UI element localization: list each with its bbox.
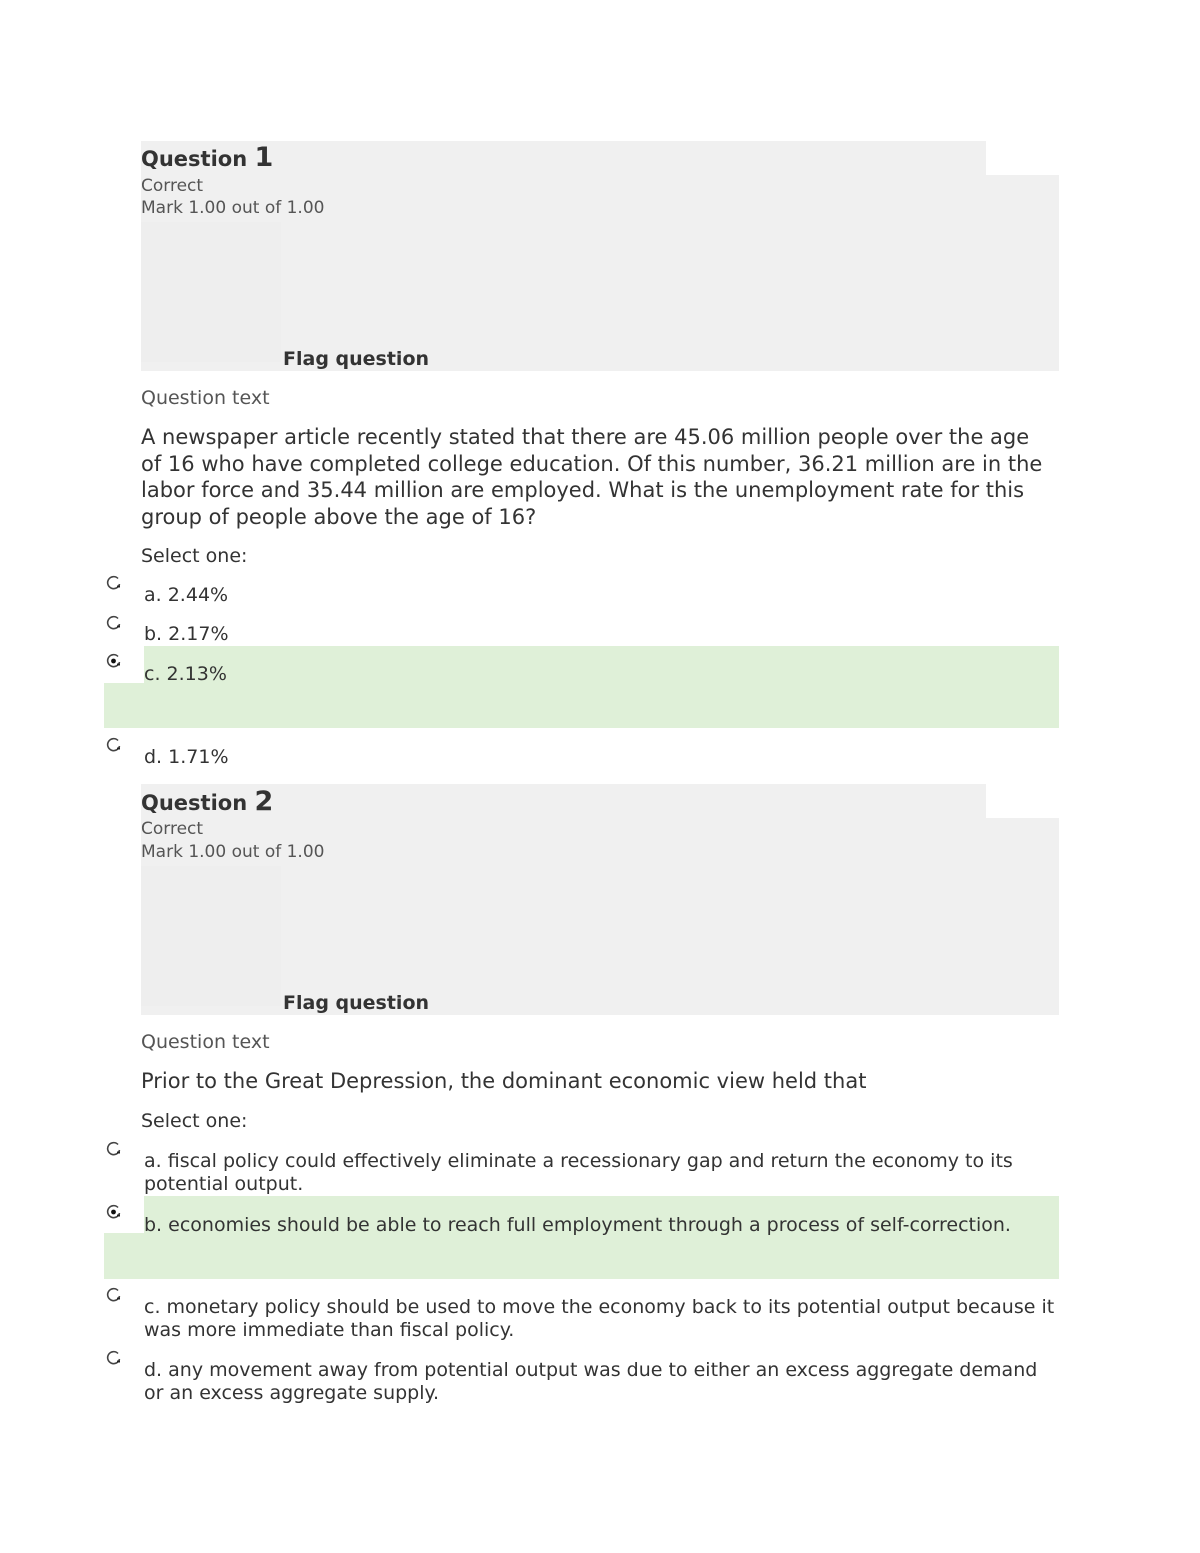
question-state: Correct [141,819,204,839]
radio-icon [106,1141,122,1157]
option-label[interactable]: c. 2.13% [144,663,227,685]
question-title [141,144,273,173]
option-label[interactable]: d. any movement away from potential output was due to either an excess aggregate demand or an excess aggregate supply. [144,1359,1038,1404]
radio-button[interactable] [106,575,122,591]
option-label[interactable]: d. 1.71% [144,746,229,768]
radio-button[interactable] [106,1141,122,1157]
radio-button-selected[interactable] [106,653,122,669]
radio-button-selected[interactable] [106,1204,122,1220]
question-title-prefix: Question [141,147,248,171]
radio-icon [106,1287,122,1303]
option-label[interactable]: b. 2.17% [144,623,229,645]
option-label[interactable]: a. fiscal policy could effectively eliminate a recessionary gap and return the economy to its potential output. [144,1150,1013,1195]
flag-column [141,222,281,362]
question-text-label: Question text [141,1031,270,1053]
flag-column [141,866,281,1006]
radio-selected-icon [106,1204,122,1220]
question-grade: Mark 1.00 out of 1.00 [141,842,325,862]
radio-button[interactable] [106,615,122,631]
question-text: A newspaper article recently stated that there are 45.06 million people over the age of 16 who have completed college education. Of this number, 36.21 million are in the labor force and 35.44 million are employed. What is the unemployment rate for this group of people above the age of 16? [141,425,1043,529]
correct-answer-highlight [104,1196,1059,1279]
radio-icon [106,615,122,631]
question-title-prefix: Question [141,791,248,815]
question-text-label: Question text [141,387,270,409]
radio-button[interactable] [106,1287,122,1303]
select-one-prompt: Select one: [141,1110,248,1132]
radio-icon [106,737,122,753]
option-label[interactable]: a. 2.44% [144,584,229,606]
question-state: Correct [141,176,204,196]
flag-question-link[interactable]: Flag question [283,992,430,1014]
question-number: 1 [254,142,274,173]
correct-answer-highlight [104,646,1059,728]
question-number: 2 [254,786,274,817]
option-label[interactable]: c. monetary policy should be used to move the economy back to its potential output because it was more immediate than fiscal policy. [144,1296,1055,1341]
flag-question-link[interactable]: Flag question [283,348,430,370]
select-one-prompt: Select one: [141,545,248,567]
radio-icon [106,1350,122,1366]
option-label[interactable]: b. economies should be able to reach full employment through a process of self-correction. [144,1214,1011,1236]
radio-selected-icon [106,653,122,669]
radio-button[interactable] [106,737,122,753]
question-grade: Mark 1.00 out of 1.00 [141,198,325,218]
question-title [141,788,273,817]
question-text: Prior to the Great Depression, the dominant economic view held that [141,1069,867,1093]
radio-icon [106,575,122,591]
radio-button[interactable] [106,1350,122,1366]
